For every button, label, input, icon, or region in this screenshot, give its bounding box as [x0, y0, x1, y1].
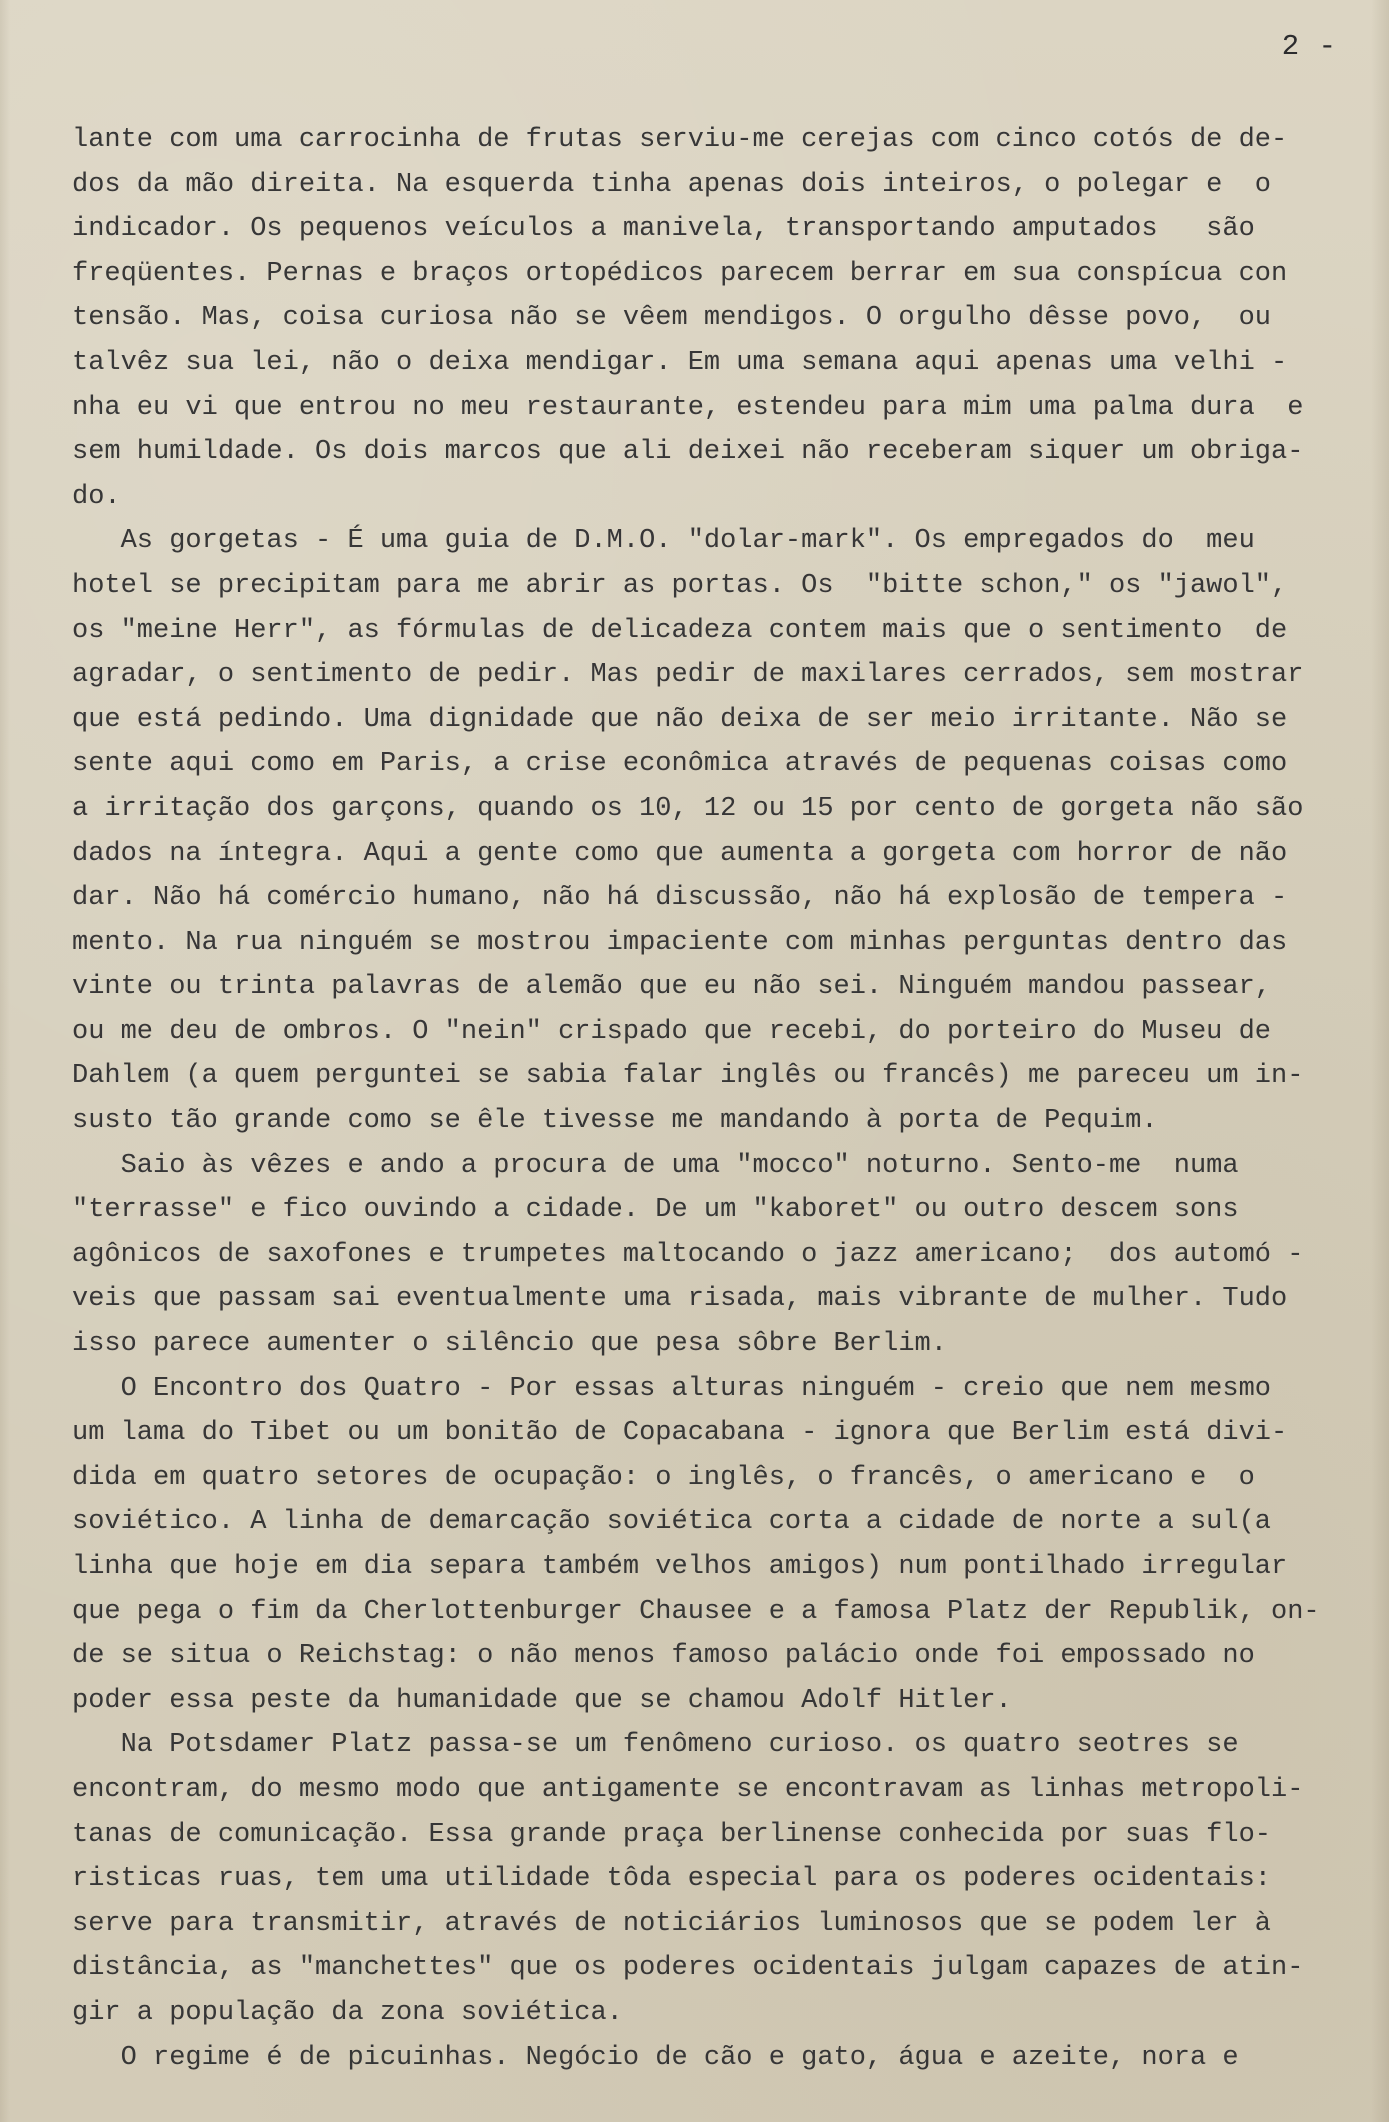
- text-line: isso parece aumenter o silêncio que pesa sôbre Berlim.: [72, 1329, 947, 1360]
- text-line: talvêz sua lei, não o deixa mendigar. Em uma semana aqui apenas uma velhi -: [72, 347, 1288, 378]
- text-line: hotel se precipitam para me abrir as portas. Os "bitte schon," os "jawol",: [72, 570, 1288, 601]
- body-text: [72, 118, 1372, 2080]
- text-line: tensão. Mas, coisa curiosa não se vêem mendigos. O orgulho dêsse povo, ou: [72, 303, 1271, 334]
- text-line: Dahlem (a quem perguntei se sabia falar inglês ou francês) me pareceu um in-: [72, 1061, 1304, 1092]
- text-line: indicador. Os pequenos veículos a manivela, transportando amputados são: [72, 214, 1255, 245]
- text-line: Saio às vêzes e ando a procura de uma "mocco" noturno. Sento-me numa: [72, 1150, 1239, 1181]
- text-line: poder essa peste da humanidade que se chamou Adolf Hitler.: [72, 1685, 1012, 1716]
- text-line: veis que passam sai eventualmente uma risada, mais vibrante de mulher. Tudo: [72, 1284, 1288, 1315]
- text-line: O Encontro dos Quatro - Por essas alturas ninguém - creio que nem mesmo: [72, 1373, 1271, 1404]
- text-line: risticas ruas, tem uma utilidade tôda especial para os poderes ocidentais:: [72, 1864, 1271, 1895]
- text-line: vinte ou trinta palavras de alemão que eu não sei. Ninguém mandou passear,: [72, 972, 1271, 1003]
- text-line: lante com uma carrocinha de frutas serviu-me cerejas com cinco cotós de de-: [72, 125, 1288, 155]
- text-line: susto tão grande como se êle tivesse me mandando à porta de Pequim.: [72, 1106, 1158, 1137]
- text-line: do.: [72, 481, 121, 512]
- text-line: que está pedindo. Uma dignidade que não deixa de ser meio irritante. Não se: [72, 704, 1288, 735]
- text-line: serve para transmitir, através de noticiários luminosos que se podem ler à: [72, 1908, 1271, 1939]
- text-line: que pega o fim da Cherlottenburger Chausee e a famosa Platz der Republik, on-: [72, 1596, 1320, 1627]
- text-line: soviético. A linha de demarcação soviética corta a cidade de norte a sul(a: [72, 1507, 1271, 1538]
- text-line: O regime é de picuinhas. Negócio de cão e gato, água e azeite, nora e: [72, 2042, 1239, 2073]
- page-number: 2 -: [1281, 30, 1337, 63]
- text-line: gir a população da zona soviética.: [72, 1997, 623, 2028]
- text-line: As gorgetas - É uma guia de D.M.O. "dolar-mark". Os empregados do meu: [72, 526, 1255, 557]
- text-line: dida em quatro setores de ocupação: o inglês, o francês, o americano e o: [72, 1462, 1255, 1493]
- text-line: Na Potsdamer Platz passa-se um fenômeno curioso. os quatro seotres se: [72, 1730, 1239, 1761]
- text-line: "terrasse" e fico ouvindo a cidade. De um "kaboret" ou outro descem sons: [72, 1195, 1239, 1226]
- text-line: tanas de comunicação. Essa grande praça berlinense conhecida por suas flo-: [72, 1819, 1271, 1850]
- page-left-edge-shadow: [0, 0, 10, 2122]
- text-line: linha que hoje em dia separa também velhos amigos) num pontilhado irregular: [72, 1552, 1288, 1582]
- text-line: a irritação dos garçons, quando os 10, 12 ou 15 por cento de gorgeta não são: [72, 793, 1304, 824]
- text-line: de se situa o Reichstag: o não menos famoso palácio onde foi empossado no: [72, 1641, 1255, 1672]
- text-line: encontram, do mesmo modo que antigamente se encontravam as linhas metropoli-: [72, 1774, 1304, 1805]
- text-line: dos da mão direita. Na esquerda tinha apenas dois inteiros, o polegar e o: [72, 169, 1271, 200]
- text-line: os "meine Herr", as fórmulas de delicadeza contem mais que o sentimento de: [72, 615, 1288, 646]
- page-right-edge-shadow: [1371, 0, 1389, 2122]
- text-line: um lama do Tibet ou um bonitão de Copacabana - ignora que Berlim está divi-: [72, 1418, 1288, 1449]
- text-line: ou me deu de ombros. O "nein" crispado que recebi, do porteiro do Museu de: [72, 1016, 1271, 1047]
- text-line: nha eu vi que entrou no meu restaurante, estendeu para mim uma palma dura e: [72, 392, 1304, 423]
- text-line: agônicos de saxofones e trumpetes maltocando o jazz americano; dos automó -: [72, 1239, 1304, 1270]
- text-line: agradar, o sentimento de pedir. Mas pedir de maxilares cerrados, sem mostrar: [72, 660, 1304, 691]
- text-line: freqüentes. Pernas e braços ortopédicos parecem berrar em sua conspícua con: [72, 258, 1288, 289]
- text-line: sente aqui como em Paris, a crise econômica através de pequenas coisas como: [72, 749, 1288, 780]
- text-line: dar. Não há comércio humano, não há discussão, não há explosão de tempera -: [72, 883, 1288, 914]
- text-line: dados na íntegra. Aqui a gente como que aumenta a gorgeta com horror de não: [72, 838, 1288, 869]
- text-line: mento. Na rua ninguém se mostrou impaciente com minhas perguntas dentro das: [72, 927, 1288, 958]
- text-line: sem humildade. Os dois marcos que ali deixei não receberam siquer um obriga-: [72, 437, 1304, 468]
- text-line: distância, as "manchettes" que os poderes ocidentais julgam capazes de atin-: [72, 1953, 1304, 1984]
